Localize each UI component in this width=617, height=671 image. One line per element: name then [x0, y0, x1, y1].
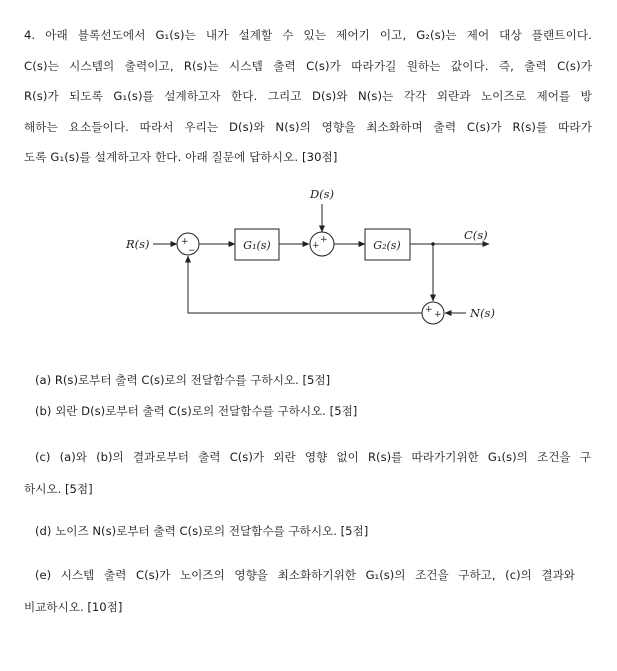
sum2-left-plus-sign: +	[312, 241, 320, 251]
question-d	[35, 516, 601, 546]
problem-line: 해하는 요소들이다. 따라서 우리는 D(s)와 N(s)의 영향을 최소화하며 출력 C(s)가 R(s)를 따라가	[24, 119, 592, 134]
block-diagram	[0, 176, 617, 336]
question-c-line: (c) (a)와 (b)의 결과로부터 출력 C(s)가 외란 영향 없이 R(s)를 따라가기위한 G₁(s)의 조건을 구	[35, 450, 591, 464]
question-c-line: 하시오. [5점]	[24, 482, 93, 496]
sum1-plus-sign: +	[181, 237, 189, 247]
input-label: R(s)	[126, 237, 150, 251]
output-label: C(s)	[464, 228, 488, 242]
problem-line: 4. 아래 블록선도에서 G₁(s)는 내가 설계할 수 있는 제어기 이고, G₂(s)는 제어 대상 플랜트이다.	[24, 28, 592, 42]
block-g2-label: G₂(s)	[373, 239, 401, 252]
problem-line: R(s)가 되도록 G₁(s)를 설계하고자 한다. 그리고 D(s)와 N(s)는 각각 외란과 노이즈로 제어를 방	[24, 89, 592, 103]
sum3-top-plus-sign: +	[425, 305, 433, 315]
question-b	[35, 396, 601, 426]
sum2-top-plus-sign: +	[320, 235, 328, 245]
problem-statement	[24, 20, 592, 173]
question-c-continued	[24, 474, 590, 504]
sum3-right-plus-sign: +	[434, 310, 442, 320]
question-d-line: (d) 노이즈 N(s)로부터 출력 C(s)로의 전달함수를 구하시오. [5점]	[35, 524, 369, 538]
question-a-line: (a) R(s)로부터 출력 C(s)로의 전달함수를 구하시오. [5점]	[35, 373, 331, 387]
question-a	[35, 365, 601, 395]
disturbance-label: D(s)	[309, 187, 335, 201]
problem-line: 도록 G₁(s)를 설계하고자 한다. 아래 질문에 답하시오. [30점]	[24, 150, 338, 164]
feedback-return-path	[188, 256, 422, 313]
question-e-line: (e) 시스템 출력 C(s)가 노이즈의 영향을 최소화하기위한 G₁(s)의 조건을 구하고, (c)의 결과와	[35, 568, 575, 582]
question-e	[35, 560, 575, 590]
noise-label: N(s)	[470, 306, 495, 320]
question-b-line: (b) 외란 D(s)로부터 출력 C(s)로의 전달함수를 구하시오. [5점]	[35, 404, 358, 418]
block-g1-label: G₁(s)	[243, 239, 271, 252]
sum1-minus-sign: −	[188, 246, 196, 256]
question-e-line: 비교하시오. [10점]	[24, 600, 123, 614]
question-c	[35, 442, 591, 472]
question-e-continued	[24, 592, 590, 622]
problem-line: C(s)는 시스템의 출력이고, R(s)는 시스템 출력 C(s)가 따라가길 원하는 값이다. 즉, 출력 C(s)가	[24, 58, 592, 73]
